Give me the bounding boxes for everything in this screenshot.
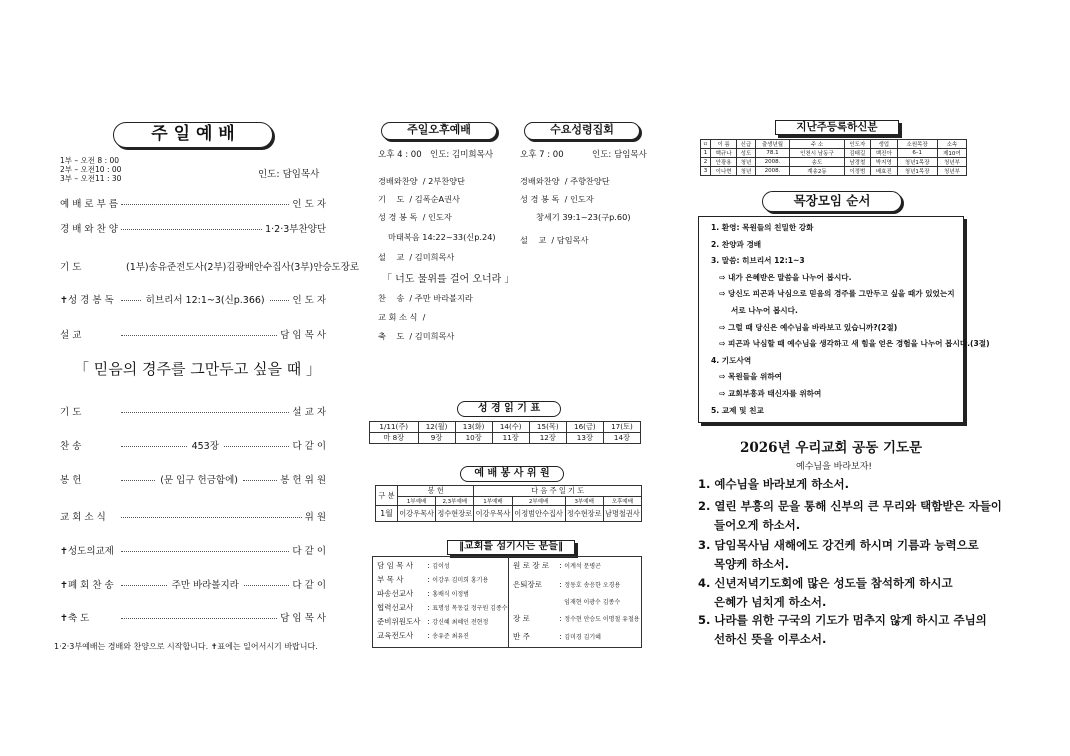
servants-sub-header: 오후예배 <box>603 497 641 506</box>
staff-row <box>513 613 640 624</box>
prayer-line: 3. 담임목사님 새해에도 강건케 하시며 기름과 능력으로 <box>698 538 979 552</box>
newcomer-cell: 계송2동 <box>790 167 844 176</box>
leader-dots <box>121 412 289 413</box>
order-label: 봉 헌 <box>60 475 82 486</box>
order-person: 담 임 목 사 <box>280 613 326 624</box>
newcomers-header-cell: 주 소 <box>790 140 844 149</box>
newcomers-table <box>700 139 967 176</box>
prayer-line: 선하신 뜻을 이루소서. <box>698 632 827 646</box>
staff-names: 정동호 송응한 오경용 <box>564 582 621 589</box>
newcomer-cell: 2008. <box>755 167 790 176</box>
sunday-order-row <box>60 610 326 624</box>
service-time-1: 1부 – 오전 8 : 00 <box>60 156 120 165</box>
sunday-order-row <box>60 292 326 306</box>
newcomer-cell: 백규나 <box>710 149 737 158</box>
afternoon-item: 「 너도 물위를 걸어 오너라 」 <box>382 274 515 285</box>
leader-dots <box>121 229 262 230</box>
mokjang-title: 목장모임 순서 <box>762 191 902 212</box>
order-person: 위 원 <box>304 512 326 523</box>
servant-name: 이강우목사 <box>398 506 436 522</box>
prayer-subtitle: 예수님을 바라보자! <box>796 462 873 472</box>
sunday-order-row <box>60 327 326 341</box>
newcomer-cell: 백진아 <box>871 149 898 158</box>
sermon-title: 「 믿음의 경주를 그만두고 싶을 때 」 <box>74 360 321 378</box>
reading-chapter: 12장 <box>529 433 566 444</box>
servants-h-next: 다 음 주 일 기 도 <box>474 486 642 497</box>
leader-dots <box>121 204 289 205</box>
prayer-title: 2026년 우리교회 공동 기도문 <box>740 440 923 456</box>
leader-dots <box>243 480 277 481</box>
staff-role: 파송선교사 <box>377 589 414 598</box>
service-time-3: 3부 – 오전11 : 30 <box>60 174 122 183</box>
service-time-2: 2부 – 오전10 : 00 <box>60 165 122 174</box>
order-label: ✝성 경 봉 독 <box>60 295 114 306</box>
leader-dots <box>121 618 277 619</box>
afternoon-item: 교 회 소 식 / <box>378 312 426 322</box>
staff-role: 교육전도사 <box>377 631 414 640</box>
staff-row <box>513 631 601 642</box>
staff-row <box>513 597 620 606</box>
newcomer-cell: 제10여 <box>937 149 966 158</box>
newcomer-cell: 청년 <box>737 158 755 167</box>
newcomer-row <box>701 167 967 176</box>
leader-dots <box>121 517 302 518</box>
leader-dots <box>270 300 290 301</box>
staff-role: 반 주 <box>513 632 530 641</box>
bible-reading-table <box>369 421 641 444</box>
leader-dots <box>121 446 187 447</box>
sunday-footnote: 1·2·3부예배는 경배와 찬양으로 시작합니다. ✝표에는 일어서시기 바랍니다. <box>54 642 318 651</box>
wednesday-time: 오후 7 : 00 <box>520 150 564 160</box>
wednesday-item: 설 교 / 담임목사 <box>520 235 589 245</box>
servants-sub-header: 2,3부예배 <box>436 497 474 506</box>
newcomer-cell: 이나현 <box>710 167 737 176</box>
staff-names: 송유준 최유진 <box>432 633 469 640</box>
order-person: 다 같 이 <box>292 546 326 557</box>
staff-row <box>377 602 508 613</box>
staff-row <box>377 560 450 571</box>
mokjang-line: 3. 말씀: 히브리서 12:1~3 <box>711 256 805 266</box>
service-times <box>60 156 121 183</box>
order-label: ✝폐 회 찬 송 <box>60 580 114 591</box>
order-label: ✝축 도 <box>60 613 90 624</box>
servants-sub-header: 1부예배 <box>474 497 512 506</box>
mokjang-line: 4. 기도사역 <box>711 355 752 365</box>
staff-sep: : <box>425 603 433 612</box>
staff-sep: : <box>425 561 433 570</box>
newcomer-cell: 청년부 <box>937 158 966 167</box>
newcomer-cell: 청년 <box>737 167 755 176</box>
newcomer-cell: 2008. <box>755 158 790 167</box>
staff-names: 정수현 안승도 이명철 유철용 <box>564 616 640 623</box>
mokjang-line: ⇨ 교회부흥과 태신자를 위하여 <box>719 389 822 398</box>
newcomer-cell: 김태길 <box>844 149 871 158</box>
reading-day: 12(월) <box>418 422 455 433</box>
servants-h-now: 봉 헌 <box>398 486 474 497</box>
order-detail: 주만 바라볼지라 <box>171 580 239 591</box>
leader-dots <box>224 446 290 447</box>
wednesday-item: 성 경 봉 독 / 인도자 <box>520 194 594 204</box>
newcomer-cell: 남경철 <box>844 158 871 167</box>
leader-dots <box>121 300 141 301</box>
servants-title: 예 배 봉 사 위 원 <box>460 466 564 482</box>
servant-name: 남명철권사 <box>603 506 641 522</box>
sunday-service-title: 주 일 예 배 <box>113 122 273 148</box>
servant-name: 이정범안수집사 <box>512 506 565 522</box>
sunday-leader: 인도: 담임목사 <box>258 169 320 180</box>
afternoon-item: 설 교 / 김미희목사 <box>378 252 455 262</box>
newcomer-row <box>701 149 967 158</box>
order-detail: 히브리서 12:1~3(신p.366) <box>145 295 265 306</box>
newcomers-header-cell: 소원목장 <box>897 140 937 149</box>
staff-role: 장 로 <box>513 614 530 623</box>
mokjang-box <box>698 216 990 423</box>
servants-sub-header: 1부예배 <box>398 497 436 506</box>
leader-dots <box>244 585 290 586</box>
order-person: 인 도 자 <box>292 199 326 210</box>
staff-sep: : <box>557 580 565 589</box>
newcomers-header-cell: 출생년월 <box>755 140 790 149</box>
servants-month: 1월 <box>376 506 398 522</box>
wednesday-item: 경배와찬양 / 주향찬양단 <box>520 176 610 186</box>
newcomer-cell: 배효진 <box>871 167 898 176</box>
sunday-order-row <box>60 259 360 273</box>
staff-names: 홍배식 이정범 <box>432 591 469 598</box>
mokjang-line: 서로 나누어 봅시다. <box>731 306 798 315</box>
leader-dots <box>121 480 155 481</box>
wednesday-service-title: 수요성령집회 <box>524 122 640 140</box>
order-label: 경 배 와 찬 양 <box>60 224 118 235</box>
newcomer-cell: 청년1목장 <box>897 167 937 176</box>
leader-dots <box>121 335 277 336</box>
staff-sep: : <box>425 575 433 584</box>
prayer-line: 2. 열린 부흥의 문을 통해 신부의 큰 무리와 택함받은 자들이 <box>698 499 1002 513</box>
order-person: 인 도 자 <box>292 295 327 306</box>
staff-sep: : <box>557 614 565 623</box>
reading-day: 13(화) <box>455 422 492 433</box>
order-person: 1·2·3부찬양단 <box>265 224 326 235</box>
newcomers-title: 지난주등록하신분 <box>775 120 899 135</box>
order-detail: 453장 <box>191 441 219 452</box>
wednesday-item: 창세기 39:1~23(구p.60) <box>536 212 631 222</box>
order-detail: (1부)송유준전도사(2부)김광배안수집사(3부)안승도장로 <box>126 262 360 273</box>
reading-day: 17(토) <box>603 422 640 433</box>
staff-box <box>372 556 642 648</box>
prayer-line: 5. 나라를 위한 구국의 기도가 멈추지 않게 하시고 주님의 <box>698 613 987 627</box>
staff-names: 이계석 문병곤 <box>564 563 601 570</box>
sunday-order-row <box>60 472 326 486</box>
afternoon-item: 찬 송 / 주만 바라볼지라 <box>378 293 473 303</box>
order-person: 다 같 이 <box>292 441 327 452</box>
staff-row <box>377 630 469 641</box>
staff-role: 준비위원도사 <box>377 617 421 626</box>
servant-name: 정수현장로 <box>565 506 603 522</box>
newcomers-header-cell: 이 름 <box>710 140 737 149</box>
staff-sep: : <box>557 632 565 641</box>
afternoon-item: 성 경 봉 독 / 인도자 <box>378 212 452 222</box>
order-label: 교 회 소 식 <box>60 512 106 523</box>
reading-day: 14(수) <box>492 422 529 433</box>
newcomer-cell: 3 <box>701 167 711 176</box>
newcomer-cell: 안광용 <box>710 158 737 167</box>
mokjang-line: 2. 찬양과 경배 <box>711 239 762 249</box>
staff-role: 원 로 장 로 <box>513 561 550 570</box>
leader-dots <box>121 585 167 586</box>
staff-role: 은퇴장로 <box>513 580 542 589</box>
afternoon-time: 오후 4 : 00 <box>378 150 422 160</box>
servants-sub-header: 3부예배 <box>565 497 603 506</box>
prayer-line: 목양케 하소서. <box>698 557 790 571</box>
prayer-line: 들어오게 하소서. <box>698 518 801 532</box>
staff-role: 담 임 목 사 <box>377 561 414 570</box>
staff-row <box>377 574 488 585</box>
staff-sep: : <box>425 631 433 640</box>
order-label: ✝성도의교제 <box>60 546 114 557</box>
afternoon-service-title: 주일오후예배 <box>381 122 497 140</box>
order-detail: (문 입구 헌금함에) <box>160 475 238 486</box>
newcomer-cell: 청년부 <box>937 167 966 176</box>
sunday-order-row <box>60 577 326 591</box>
newcomer-cell: 송도 <box>790 158 844 167</box>
newcomer-cell: 78.1 <box>755 149 790 158</box>
mokjang-line: ⇨ 목원들을 위하여 <box>719 372 782 382</box>
sunday-order-row <box>60 196 326 210</box>
newcomer-cell: 청년1목장 <box>897 158 937 167</box>
sunday-order-row <box>60 404 326 418</box>
order-person: 설 교 자 <box>292 407 326 418</box>
order-person: 담 임 목 사 <box>280 330 326 341</box>
staff-names: 김이성 <box>432 563 450 570</box>
reading-day: 16(금) <box>566 422 603 433</box>
reading-chapter: 14장 <box>603 433 640 444</box>
reading-chapter: 10장 <box>455 433 492 444</box>
staff-title: ‖교회를 섬기시는 분들‖ <box>447 540 575 555</box>
newcomers-header-cell: ㅁ <box>701 140 711 149</box>
servants-sub-header: 2부예배 <box>512 497 565 506</box>
afternoon-item: 마태복음 14:22~33(신p.24) <box>388 232 496 242</box>
order-label: 기 도 <box>60 407 82 418</box>
mokjang-line: 1. 환영: 목원들의 친밀한 강화 <box>711 223 814 232</box>
staff-names: 임재현 이광수 김종수 <box>564 599 621 606</box>
staff-names: 김미경 김기혜 <box>564 634 601 641</box>
newcomer-cell: 성도 <box>737 149 755 158</box>
mokjang-line: ⇨ 피곤과 낙심할 때 예수님을 생각하고 새 힘을 얻은 경험을 나누어 봅시다.(3절) <box>719 339 990 349</box>
reading-chapter: 마 8장 <box>370 433 419 444</box>
staff-row <box>377 588 469 599</box>
newcomer-cell: 6–1 <box>897 149 937 158</box>
servants-h-gubun: 구 분 <box>376 486 398 506</box>
staff-row <box>377 616 488 627</box>
reading-day: 15(목) <box>529 422 566 433</box>
order-person: 봉 헌 위 원 <box>280 475 327 486</box>
newcomers-header-cell: 소속 <box>937 140 966 149</box>
sunday-order-row <box>60 438 326 452</box>
newcomer-cell: 2 <box>701 158 711 167</box>
order-label: 기 도 <box>60 262 82 273</box>
newcomer-cell: 박지영 <box>871 158 898 167</box>
staff-row <box>513 579 620 590</box>
newcomer-row <box>701 158 967 167</box>
reading-chapter: 13장 <box>566 433 603 444</box>
leader-dots <box>121 551 289 552</box>
staff-role: 부 목 사 <box>377 575 404 584</box>
servant-name: 이강우목사 <box>474 506 512 522</box>
sunday-order-row <box>60 509 326 523</box>
wednesday-leader: 인도: 담임목사 <box>592 150 647 160</box>
servants-table <box>375 485 642 522</box>
mokjang-line: 5. 교제 및 친교 <box>711 405 764 415</box>
newcomers-header-cell: 신급 <box>737 140 755 149</box>
staff-role: 협력선교사 <box>377 603 414 612</box>
afternoon-item: 기 도 / 김폭순A권사 <box>378 194 460 204</box>
mokjang-line: ⇨ 그럴 때 당신은 예수님을 바라보고 있습니까?(2절) <box>719 322 898 332</box>
order-label: 예 배 로 부 름 <box>60 199 118 210</box>
reading-chapter: 9장 <box>418 433 455 444</box>
staff-names: 표명성 목동길 정구원 김종수 <box>432 605 508 612</box>
newcomer-cell: 인천시 남동구 <box>790 149 844 158</box>
servant-name: 정수현장로 <box>436 506 474 522</box>
order-label: 찬 송 <box>60 441 82 452</box>
newcomers-header-cell: 인도자 <box>844 140 871 149</box>
afternoon-item: 축 도 / 김미희목사 <box>378 331 455 341</box>
order-person: 다 같 이 <box>292 580 326 591</box>
sunday-order-row <box>60 543 326 557</box>
staff-names: 이강우 김미희 홍기용 <box>432 577 489 584</box>
newcomers-header-cell: 생업 <box>871 140 898 149</box>
bible-reading-title: 성 경 읽 기 표 <box>457 401 561 417</box>
afternoon-leader: 인도: 김미희목사 <box>430 150 494 160</box>
afternoon-item: 경배와찬양 / 2부찬양단 <box>378 176 465 186</box>
staff-row <box>513 560 601 571</box>
newcomer-cell: 이정범 <box>844 167 871 176</box>
sunday-order-row <box>60 221 326 235</box>
prayer-line: 1. 예수님을 바라보게 하소서. <box>698 477 849 491</box>
mokjang-line: ⇨ 당신도 피곤과 낙심으로 믿음의 경주를 그만두고 싶을 때가 있었는지 <box>719 289 955 299</box>
newcomer-cell: 1 <box>701 149 711 158</box>
staff-sep: : <box>425 617 433 626</box>
prayer-line: 은혜가 넘치게 하소서. <box>698 595 827 609</box>
staff-names: 강신혜 최혜인 전현정 <box>432 619 489 626</box>
staff-sep: : <box>425 589 433 598</box>
staff-sep: : <box>557 561 565 570</box>
order-label: 설 교 <box>60 330 82 341</box>
reading-day: 1/11(주) <box>370 422 419 433</box>
reading-chapter: 11장 <box>492 433 529 444</box>
mokjang-line: ⇨ 내가 은혜받은 말씀을 나누어 봅시다. <box>719 272 852 282</box>
prayer-line: 4. 신년저녁기도회에 많은 성도들 참석하게 하시고 <box>698 576 953 590</box>
